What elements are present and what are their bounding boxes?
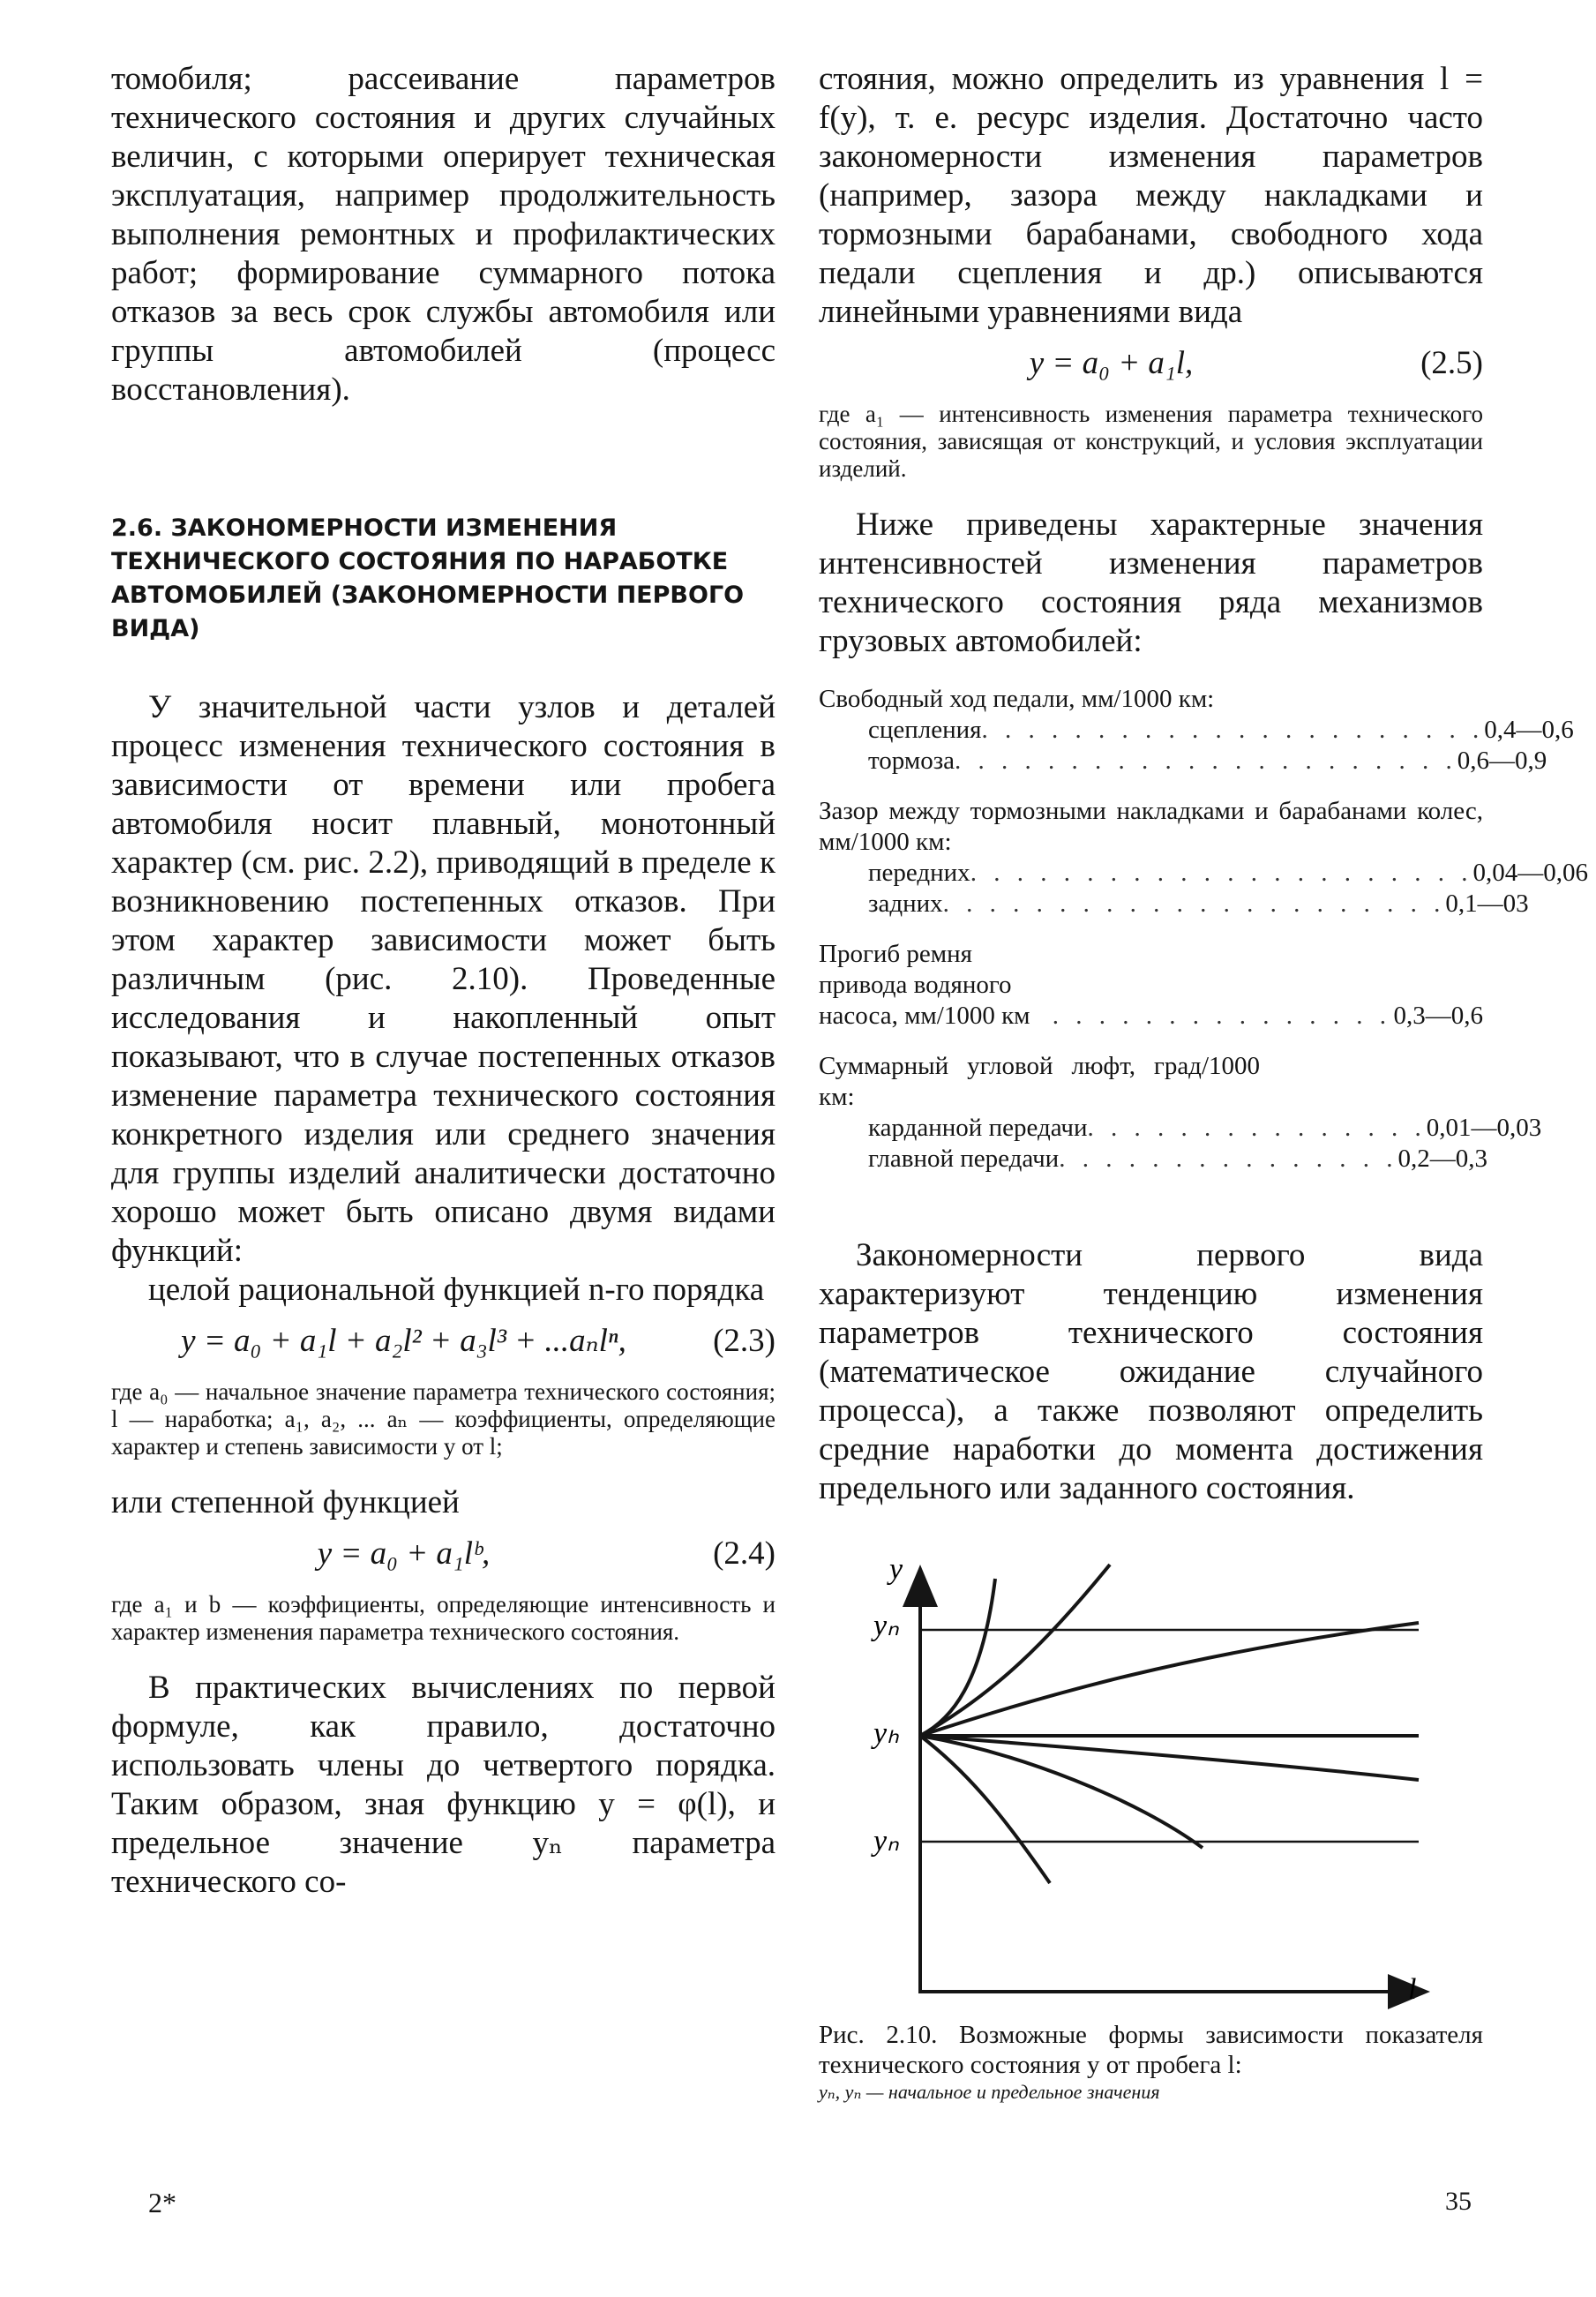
list-row-value: 0,2—0,3 (1397, 1145, 1487, 1173)
paragraph: Закономерности первого вида характеризуют тенденцию изменения параметров технического состояния (математическое ожидание случайного процесса), а также позволяют определить средние наработки до момента достижения предельного или заданного состояния. (819, 1237, 1483, 1506)
list-row-value: 0,04—0,06 (1472, 859, 1588, 887)
list-block-title: Прогиб ремня привода водяного насоса, мм/1000 км (819, 940, 1030, 1030)
list-row (819, 1113, 1542, 1144)
list-block (819, 796, 1588, 920)
curve-linear-down (920, 1736, 1419, 1780)
figure-2-10 (819, 1553, 1483, 2006)
leader-dots: . . . . . . . . . . . . . . . . . . . . . . (970, 859, 1473, 887)
leader-dots: . . . . . . . . . . . . . . . . . . . . . . (981, 716, 1485, 744)
list-row-label: задних (868, 890, 943, 918)
curves (920, 1565, 1419, 1883)
list-row-label: карданной передачи (868, 1114, 1088, 1142)
list-row (819, 889, 1529, 920)
paragraph: целой рациональной функцией n-го порядка (148, 1272, 765, 1308)
list-block-title: Суммарный угловой люфт, град/1000 км: (819, 1052, 1260, 1111)
list-block (819, 939, 1483, 1032)
list-row-label: передних (868, 859, 970, 887)
paragraph: У значительной части узлов и деталей процесс изменения технического состояния в зависимости от времени или пробега автомобиля носит плавный, монотонный характер (см. рис. 2.2), приводящий в пределе к возникновению постепенных отказов. При этом характер зависимости может быть различным (рис. 2.10). Проведенные исследования и накопленный опыт показывают, что в случае постепенных отказов изменение параметра технического состояния конкретного изделия или среднего значения для группы изделий аналитически достаточно хорошо может быть описано двумя видами функций: (111, 689, 776, 1269)
curve-accelerating-down (920, 1736, 1203, 1848)
list-row-value: 0,6—0,9 (1457, 747, 1547, 775)
label-initial: yₕ (873, 1717, 899, 1750)
paragraph: В практических вычислениях по первой формуле, как правило, достаточно использовать члены до четвертого порядка. Таким образом, зная функцию y = φ(l), и предельное значение yₙ параметра технического со- (111, 1670, 776, 1900)
y-axis-label: y (889, 1553, 903, 1586)
curve-steep-down (920, 1736, 1050, 1883)
wear-curves-diagram (819, 1553, 1483, 2006)
formula-note: где a₁ и b — коэффициенты, определяющие интенсивность и характер изменения параметра технического состояния. (111, 1591, 776, 1645)
paragraph: стояния, можно определить из уравнения l = f(y), т. е. ресурс изделия. Достаточно часто закономерности изменения параметров (например, зазора между накладками и тормозными барабанами, свободного хода педали сцепления и др.) описываются линейными уравнениями вида (819, 61, 1483, 330)
curve-saturating-up (920, 1623, 1419, 1736)
curve-accelerating-up (920, 1565, 1110, 1736)
formula-2-3 (111, 1322, 776, 1366)
section-heading: 2.6. ЗАКОНОМЕРНОСТИ ИЗМЕНЕНИЯ ТЕХНИЧЕСКОГО СОСТОЯНИЯ ПО НАРАБОТКЕ АВТОМОБИЛЕЙ (ЗАКОНОМЕРНОСТИ ПЕРВОГО ВИДА) (111, 514, 745, 642)
formula-expression: y = a₀ + a₁l, (1029, 345, 1194, 381)
list-row (819, 939, 1483, 1032)
list-block-title: Свободный ход педали, мм/1000 км: (819, 685, 1215, 713)
list-row-value: 0,3—0,6 (1393, 1002, 1483, 1030)
list-row-label: главной передачи (868, 1145, 1060, 1173)
leader-dots: . . . . . . . . . . . . . . . (1087, 1114, 1427, 1142)
leader-dots: . . . . . . . . . . . . . . . (1052, 1002, 1391, 1030)
intensity-list (819, 684, 1588, 1175)
paragraph: томобиля; рассеивание параметров технического состояния и других случайных величин, с которыми оперирует техническая эксплуатация, например продолжительность выполнения ремонтных и профилактических работ; формирование суммарного потока отказов за весь срок службы автомобиля или группы автомобилей (процесс восстановления). (111, 61, 776, 408)
list-block-title: Зазор между тормозными накладками и барабанами колес, мм/1000 км: (819, 797, 1483, 856)
paragraph: Ниже приведены характерные значения интенсивностей изменения параметров технического состояния ряда механизмов грузовых автомобилей: (819, 507, 1483, 659)
page-number: 35 (1445, 2187, 1472, 2216)
formula-expression: y = a₀ + a₁lᵇ, (317, 1535, 491, 1572)
list-row-label: тормоза (868, 747, 955, 775)
list-block (819, 1051, 1542, 1175)
leader-dots: . . . . . . . . . . . . . . . . . . . . . . (942, 890, 1446, 918)
formula-number: (2.4) (713, 1535, 776, 1572)
figure-caption-note: yₙ, yₙ — начальное и предельное значения (819, 2081, 1160, 2103)
leader-dots: . . . . . . . . . . . . . . . (1059, 1145, 1398, 1173)
figure-caption: Рис. 2.10. Возможные формы зависимости показателя технического состояния y от пробега l: (819, 2021, 1483, 2079)
list-row (819, 746, 1547, 777)
formula-number: (2.5) (1420, 345, 1483, 381)
paragraph: или степенной функцией (111, 1484, 460, 1520)
list-row (819, 1144, 1487, 1175)
list-row-value: 0,01—0,03 (1426, 1114, 1542, 1142)
list-row-label: сцепления (868, 716, 982, 744)
left-column (111, 60, 776, 1902)
formula-number: (2.3) (713, 1323, 776, 1359)
list-row-value: 0,1—03 (1445, 890, 1529, 918)
right-column (819, 60, 1588, 2105)
signature-mark: 2* (148, 2187, 176, 2218)
x-axis-label: l (1408, 1973, 1417, 2006)
formula-note: где a₀ — начальное значение параметра технического состояния; l — наработка; a₁, a₂, ... aₙ — коэффициенты, определяющие характер и степень зависимости y от l; (111, 1378, 776, 1460)
formula-2-5 (819, 344, 1483, 388)
formula-2-4 (111, 1535, 776, 1579)
list-row-value: 0,4—0,6 (1484, 716, 1574, 744)
list-row (819, 858, 1588, 889)
leader-dots: . . . . . . . . . . . . . . . . . . . . . . (955, 747, 1457, 775)
label-limit-bottom: yₙ (873, 1825, 899, 1858)
list-block (819, 684, 1574, 777)
list-row (819, 715, 1574, 746)
formula-expression: y = a₀ + a₁l + a₂l² + a₃l³ + ...aₙlⁿ, (181, 1323, 626, 1359)
label-limit-top: yₙ (873, 1610, 899, 1642)
formula-note: где a₁ — интенсивность изменения параметра технического состояния, зависящая от конструкций, и условия эксплуатации изделий. (819, 401, 1483, 482)
